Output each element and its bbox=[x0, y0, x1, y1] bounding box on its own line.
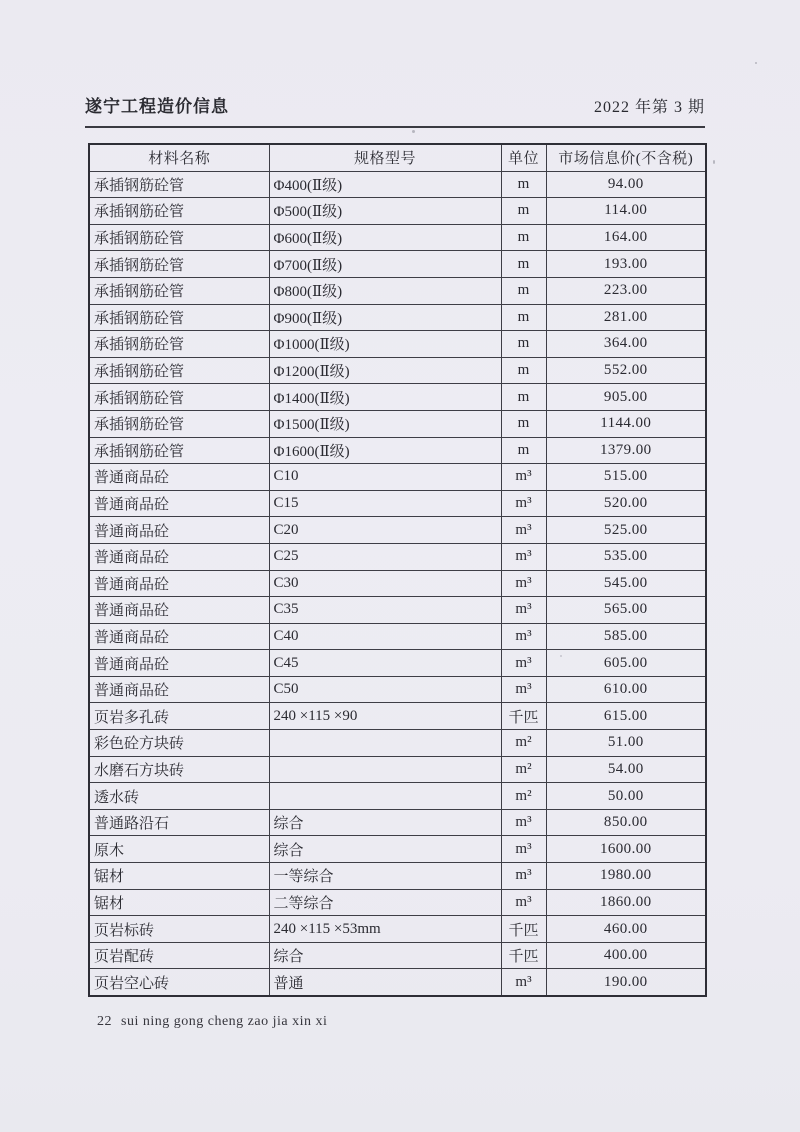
table-row bbox=[89, 730, 706, 757]
cell-spec-model: C15 bbox=[269, 490, 501, 517]
cell-spec-model: 综合 bbox=[269, 836, 501, 863]
cell-unit: m³ bbox=[501, 809, 546, 836]
table-row bbox=[89, 809, 706, 836]
cell-material-name: 承插钢筋砼管 bbox=[89, 251, 269, 278]
table-header bbox=[89, 144, 706, 171]
cell-unit: m bbox=[501, 331, 546, 358]
cell-spec-model: Φ1500(Ⅱ级) bbox=[269, 410, 501, 437]
table-row bbox=[89, 597, 706, 624]
cell-market-price: 1860.00 bbox=[546, 889, 706, 916]
cell-unit: 千匹 bbox=[501, 916, 546, 943]
cell-material-name: 页岩配砖 bbox=[89, 942, 269, 969]
table-row bbox=[89, 756, 706, 783]
cell-spec-model: 240 ×115 ×53mm bbox=[269, 916, 501, 943]
table-row bbox=[89, 623, 706, 650]
cell-unit: m bbox=[501, 437, 546, 464]
cell-market-price: 565.00 bbox=[546, 597, 706, 624]
cell-unit: m³ bbox=[501, 464, 546, 491]
cell-unit: m³ bbox=[501, 650, 546, 677]
table-row bbox=[89, 889, 706, 916]
footer-pinyin: sui ning gong cheng zao jia xin xi bbox=[121, 1014, 328, 1029]
cell-market-price: 460.00 bbox=[546, 916, 706, 943]
cell-material-name: 普通路沿石 bbox=[89, 809, 269, 836]
table-row bbox=[89, 384, 706, 411]
table-row bbox=[89, 357, 706, 384]
col-header-unit: 单位 bbox=[501, 144, 546, 171]
cell-material-name: 普通商品砼 bbox=[89, 490, 269, 517]
cell-unit: m³ bbox=[501, 863, 546, 890]
cell-unit: m³ bbox=[501, 969, 546, 996]
table-row bbox=[89, 570, 706, 597]
table-row bbox=[89, 224, 706, 251]
cell-unit: m bbox=[501, 304, 546, 331]
cell-spec-model: Φ1600(Ⅱ级) bbox=[269, 437, 501, 464]
cell-material-name: 承插钢筋砼管 bbox=[89, 410, 269, 437]
cell-market-price: 1379.00 bbox=[546, 437, 706, 464]
table-row bbox=[89, 490, 706, 517]
cell-material-name: 普通商品砼 bbox=[89, 676, 269, 703]
cell-unit: m³ bbox=[501, 570, 546, 597]
table-row bbox=[89, 251, 706, 278]
cell-spec-model bbox=[269, 756, 501, 783]
table-row bbox=[89, 543, 706, 570]
table-row bbox=[89, 304, 706, 331]
cell-spec-model bbox=[269, 783, 501, 810]
cell-unit: m bbox=[501, 251, 546, 278]
cell-market-price: 535.00 bbox=[546, 543, 706, 570]
scan-speck bbox=[713, 160, 715, 164]
cell-material-name: 页岩多孔砖 bbox=[89, 703, 269, 730]
table-row bbox=[89, 703, 706, 730]
cell-spec-model: C45 bbox=[269, 650, 501, 677]
page-footer bbox=[97, 1014, 327, 1030]
cell-material-name: 普通商品砼 bbox=[89, 650, 269, 677]
cell-unit: m² bbox=[501, 730, 546, 757]
cell-market-price: 605.00 bbox=[546, 650, 706, 677]
cell-spec-model: C10 bbox=[269, 464, 501, 491]
cell-unit: m² bbox=[501, 756, 546, 783]
cell-material-name: 锯材 bbox=[89, 889, 269, 916]
table-header-row bbox=[89, 144, 706, 171]
table-row bbox=[89, 969, 706, 996]
cell-spec-model: Φ700(Ⅱ级) bbox=[269, 251, 501, 278]
cell-material-name: 承插钢筋砼管 bbox=[89, 384, 269, 411]
cell-market-price: 400.00 bbox=[546, 942, 706, 969]
col-header-material-name: 材料名称 bbox=[89, 144, 269, 171]
cell-market-price: 1144.00 bbox=[546, 410, 706, 437]
table-row bbox=[89, 171, 706, 198]
cell-market-price: 545.00 bbox=[546, 570, 706, 597]
cell-spec-model bbox=[269, 730, 501, 757]
cell-material-name: 透水砖 bbox=[89, 783, 269, 810]
cell-market-price: 114.00 bbox=[546, 198, 706, 225]
cell-unit: m³ bbox=[501, 490, 546, 517]
table-row bbox=[89, 410, 706, 437]
cell-unit: m³ bbox=[501, 836, 546, 863]
cell-market-price: 190.00 bbox=[546, 969, 706, 996]
cell-market-price: 1600.00 bbox=[546, 836, 706, 863]
cell-unit: m³ bbox=[501, 676, 546, 703]
cell-material-name: 承插钢筋砼管 bbox=[89, 437, 269, 464]
cell-market-price: 585.00 bbox=[546, 623, 706, 650]
table-row bbox=[89, 331, 706, 358]
cell-material-name: 普通商品砼 bbox=[89, 464, 269, 491]
cell-spec-model: Φ400(Ⅱ级) bbox=[269, 171, 501, 198]
cell-spec-model: Φ500(Ⅱ级) bbox=[269, 198, 501, 225]
cell-spec-model: C40 bbox=[269, 623, 501, 650]
cell-unit: m³ bbox=[501, 623, 546, 650]
table-row bbox=[89, 464, 706, 491]
cell-unit: m bbox=[501, 410, 546, 437]
cell-material-name: 承插钢筋砼管 bbox=[89, 198, 269, 225]
cell-unit: m bbox=[501, 224, 546, 251]
scan-speck bbox=[412, 130, 415, 133]
cell-market-price: 223.00 bbox=[546, 277, 706, 304]
table-row bbox=[89, 942, 706, 969]
page-number: 22 bbox=[97, 1014, 112, 1029]
cell-market-price: 50.00 bbox=[546, 783, 706, 810]
cell-unit: m bbox=[501, 357, 546, 384]
col-header-market-price: 市场信息价(不含税) bbox=[546, 144, 706, 171]
cell-material-name: 页岩空心砖 bbox=[89, 969, 269, 996]
cell-unit: m² bbox=[501, 783, 546, 810]
cell-market-price: 281.00 bbox=[546, 304, 706, 331]
cell-market-price: 54.00 bbox=[546, 756, 706, 783]
col-header-spec-model: 规格型号 bbox=[269, 144, 501, 171]
table-row bbox=[89, 676, 706, 703]
cell-market-price: 552.00 bbox=[546, 357, 706, 384]
cell-material-name: 承插钢筋砼管 bbox=[89, 331, 269, 358]
cell-market-price: 905.00 bbox=[546, 384, 706, 411]
cell-market-price: 193.00 bbox=[546, 251, 706, 278]
cell-material-name: 锯材 bbox=[89, 863, 269, 890]
cell-material-name: 承插钢筋砼管 bbox=[89, 304, 269, 331]
cell-market-price: 364.00 bbox=[546, 331, 706, 358]
cell-market-price: 1980.00 bbox=[546, 863, 706, 890]
cell-material-name: 承插钢筋砼管 bbox=[89, 171, 269, 198]
cell-material-name: 普通商品砼 bbox=[89, 570, 269, 597]
table-row bbox=[89, 650, 706, 677]
cell-spec-model: 二等综合 bbox=[269, 889, 501, 916]
cell-market-price: 610.00 bbox=[546, 676, 706, 703]
cell-market-price: 515.00 bbox=[546, 464, 706, 491]
cell-material-name: 普通商品砼 bbox=[89, 517, 269, 544]
cell-market-price: 615.00 bbox=[546, 703, 706, 730]
table-row bbox=[89, 783, 706, 810]
cell-spec-model: Φ1400(Ⅱ级) bbox=[269, 384, 501, 411]
cell-spec-model: C25 bbox=[269, 543, 501, 570]
cell-material-name: 普通商品砼 bbox=[89, 623, 269, 650]
cell-material-name: 水磨石方块砖 bbox=[89, 756, 269, 783]
cell-market-price: 164.00 bbox=[546, 224, 706, 251]
cell-material-name: 普通商品砼 bbox=[89, 543, 269, 570]
table-body bbox=[89, 171, 706, 996]
table-row bbox=[89, 836, 706, 863]
cell-material-name: 页岩标砖 bbox=[89, 916, 269, 943]
cell-material-name: 承插钢筋砼管 bbox=[89, 357, 269, 384]
cell-spec-model: C50 bbox=[269, 676, 501, 703]
cell-unit: m³ bbox=[501, 889, 546, 916]
cell-material-name: 彩色砼方块砖 bbox=[89, 730, 269, 757]
table-row bbox=[89, 277, 706, 304]
cell-spec-model: C30 bbox=[269, 570, 501, 597]
cell-unit: m bbox=[501, 198, 546, 225]
page-header bbox=[85, 92, 705, 128]
cell-spec-model: 240 ×115 ×90 bbox=[269, 703, 501, 730]
issue-label: 2022 年第 3 期 bbox=[593, 99, 705, 116]
cell-spec-model: Φ1000(Ⅱ级) bbox=[269, 331, 501, 358]
cell-spec-model: Φ600(Ⅱ级) bbox=[269, 224, 501, 251]
table-row bbox=[89, 437, 706, 464]
table-row bbox=[89, 863, 706, 890]
cell-spec-model: 一等综合 bbox=[269, 863, 501, 890]
cell-market-price: 850.00 bbox=[546, 809, 706, 836]
cell-spec-model: C35 bbox=[269, 597, 501, 624]
cell-unit: 千匹 bbox=[501, 703, 546, 730]
cell-market-price: 51.00 bbox=[546, 730, 706, 757]
cell-unit: m bbox=[501, 277, 546, 304]
scan-speck bbox=[755, 62, 757, 64]
table-row bbox=[89, 198, 706, 225]
cell-unit: m bbox=[501, 171, 546, 198]
table-row bbox=[89, 517, 706, 544]
cell-material-name: 承插钢筋砼管 bbox=[89, 224, 269, 251]
cell-market-price: 525.00 bbox=[546, 517, 706, 544]
cell-market-price: 94.00 bbox=[546, 171, 706, 198]
cell-unit: m bbox=[501, 384, 546, 411]
cell-spec-model: 综合 bbox=[269, 809, 501, 836]
cell-material-name: 承插钢筋砼管 bbox=[89, 277, 269, 304]
cell-unit: 千匹 bbox=[501, 942, 546, 969]
scan-speck bbox=[560, 655, 562, 657]
cell-spec-model: 综合 bbox=[269, 942, 501, 969]
journal-title: 遂宁工程造价信息 bbox=[85, 97, 229, 116]
cell-unit: m³ bbox=[501, 543, 546, 570]
materials-price-table bbox=[88, 143, 707, 997]
cell-material-name: 原木 bbox=[89, 836, 269, 863]
cell-unit: m³ bbox=[501, 517, 546, 544]
cell-spec-model: Φ800(Ⅱ级) bbox=[269, 277, 501, 304]
cell-material-name: 普通商品砼 bbox=[89, 597, 269, 624]
cell-spec-model: Φ1200(Ⅱ级) bbox=[269, 357, 501, 384]
cell-spec-model: 普通 bbox=[269, 969, 501, 996]
table-row bbox=[89, 916, 706, 943]
cell-spec-model: Φ900(Ⅱ级) bbox=[269, 304, 501, 331]
cell-unit: m³ bbox=[501, 597, 546, 624]
cell-spec-model: C20 bbox=[269, 517, 501, 544]
cell-market-price: 520.00 bbox=[546, 490, 706, 517]
